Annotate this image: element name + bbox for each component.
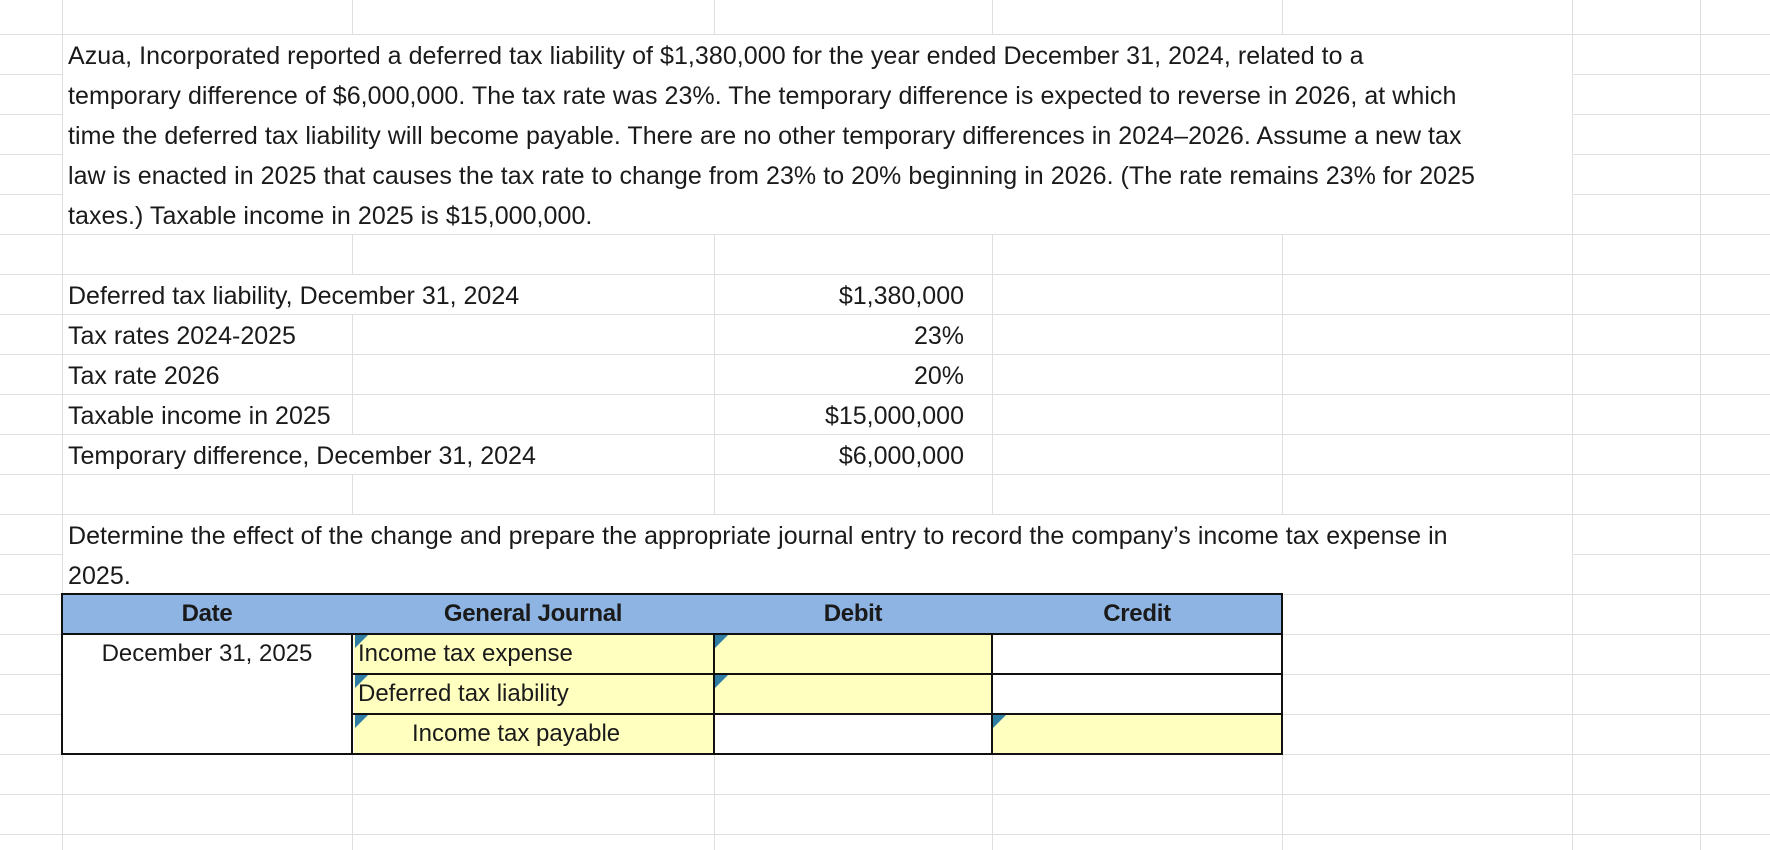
account-income-tax-expense: Income tax expense (358, 640, 573, 667)
header-debit: Debit (714, 594, 992, 634)
header-general-journal: General Journal (352, 594, 714, 634)
given-label-temporary-difference: Temporary difference, December 31, 2024 (68, 442, 536, 470)
given-value-temporary-difference: $6,000,000 (838, 442, 964, 470)
given-label-tax-rates-2024-2025: Tax rates 2024-2025 (68, 322, 296, 350)
given-label-taxable-income-2025: Taxable income in 2025 (68, 402, 331, 430)
given-value-taxable-income-2025: $15,000,000 (824, 402, 964, 430)
given-value-deferred-tax-liability: $1,380,000 (838, 282, 964, 310)
account-income-tax-payable: Income tax payable (412, 720, 621, 747)
account-left-border (351, 633, 353, 755)
instruction-text: Determine the effect of the change and prepare the appropriate journal entry to record the company’s income tax expense in 2025. (68, 522, 1448, 590)
account-deferred-tax-liability: Deferred tax liability (358, 680, 569, 707)
header-date: Date (62, 594, 352, 634)
header-bottom-border (61, 633, 1283, 635)
row2-bottom-border (352, 713, 1283, 715)
credit-left-border (991, 633, 993, 755)
problem-statement: Azua, Incorporated reported a deferred tax liability of $1,380,000 for the year ended December 31, 2024, related to a temporary difference of $6,000,000. The tax rate was 23%. The temporary difference is expected to reverse in 2026, at which time the deferred tax liability will become payable. There are no other temporary differences in 2024–2026. Assume a new tax law is enacted in 2025 that causes the tax rate to change from 23% to 20% beginning in 2026. (The rate remains 23% for 2025 taxes.) Taxable income in 2025 is $15,000,000. (68, 42, 1476, 230)
debit-left-border (713, 633, 715, 755)
row1-bottom-border (352, 673, 1283, 675)
given-label-deferred-tax-liability: Deferred tax liability, December 31, 2024 (68, 282, 520, 310)
given-label-tax-rate-2026: Tax rate 2026 (68, 362, 220, 390)
given-value-tax-rates-2024-2025: 23% (913, 322, 964, 350)
given-value-tax-rate-2026: 20% (913, 362, 964, 390)
header-credit: Credit (992, 594, 1282, 634)
journal-date: December 31, 2025 (101, 640, 313, 667)
